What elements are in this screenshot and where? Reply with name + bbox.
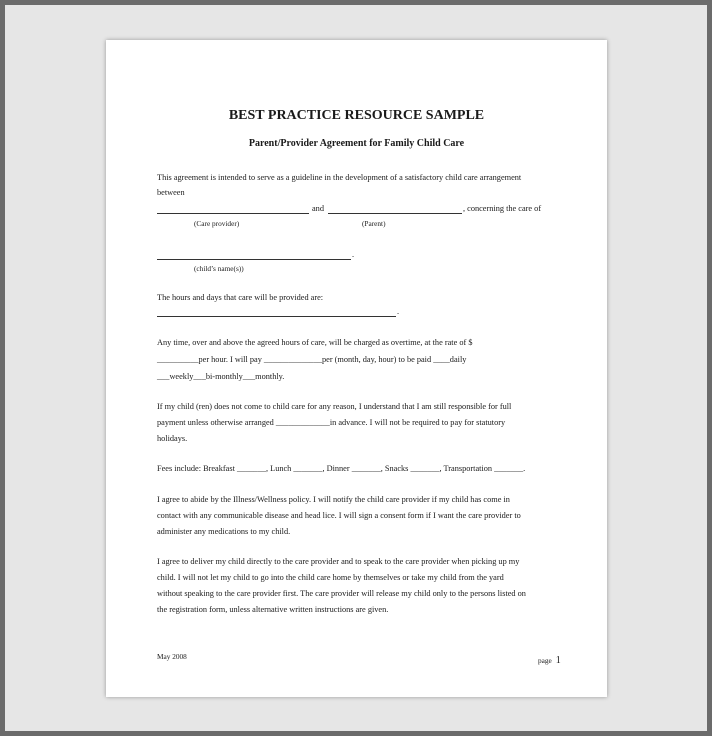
deliver-line-2: child. I will not let my child to go into the child care home by themselves or take my child from the yard (157, 573, 504, 582)
deliver-line-3: without speaking to the care provider first. The care provider will release my child only to the persons listed on (157, 589, 526, 598)
child-name-caption: (child’s name(s)) (194, 264, 244, 273)
deliver-line-4: the registration form, unless alternative written instructions are given. (157, 605, 389, 614)
parent-blank (328, 213, 462, 214)
hours-period: . (397, 307, 400, 316)
hours-blank (157, 316, 396, 317)
overtime-line-2: __________per hour. I will pay ______________per (month, day, hour) to be paid ____daily (157, 355, 467, 364)
footer-page-label: page (538, 656, 552, 665)
care-provider-caption: (Care provider) (194, 219, 240, 228)
and-text: and (312, 204, 324, 213)
illness-line-2: contact with any communicable disease and head lice. I will sign a consent form if I want the care provider to (157, 511, 521, 520)
concerning-text: , concerning the care of (463, 204, 542, 213)
overtime-line-1: Any time, over and above the agreed hours of care, will be charged as overtime, at the rate of $ (157, 338, 473, 347)
child-name-period: . (352, 250, 355, 259)
hours-prompt: The hours and days that care will be provided are: (157, 293, 324, 302)
overtime-line-3: ___weekly___bi-monthly___monthly. (157, 372, 285, 381)
child-name-blank (157, 259, 351, 260)
illness-line-3: administer any medications to my child. (157, 527, 291, 536)
parent-caption: (Parent) (362, 219, 386, 228)
absence-line-1: If my child (ren) does not come to child care for any reason, I understand that I am still responsible for full (157, 402, 512, 411)
fees-line: Fees include: Breakfast _______, Lunch _______, Dinner _______, Snacks _______, Transportation _______. (157, 464, 526, 473)
document-subtitle: Parent/Provider Agreement for Family Child Care (248, 138, 465, 149)
footer-page-number: 1 (555, 655, 561, 666)
intro-line-1: This agreement is intended to serve as a guideline in the development of a satisfactory child care arrangement (157, 173, 522, 182)
absence-line-2: payment unless otherwise arranged _____________in advance. I will not be required to pay for statutory (157, 418, 506, 427)
intro-line-2: between (157, 188, 185, 197)
footer-page (538, 650, 561, 668)
care-provider-blank (157, 213, 309, 214)
absence-line-3: holidays. (157, 434, 188, 443)
deliver-line-1: I agree to deliver my child directly to the care provider and to speak to the care provider when picking up my (157, 557, 520, 566)
document-title: BEST PRACTICE RESOURCE SAMPLE (228, 108, 485, 123)
illness-line-1: I agree to abide by the Illness/Wellness policy. I will notify the child care provider if my child has come in (157, 495, 510, 504)
footer-date: May 2008 (157, 652, 187, 661)
document-page (106, 40, 607, 697)
